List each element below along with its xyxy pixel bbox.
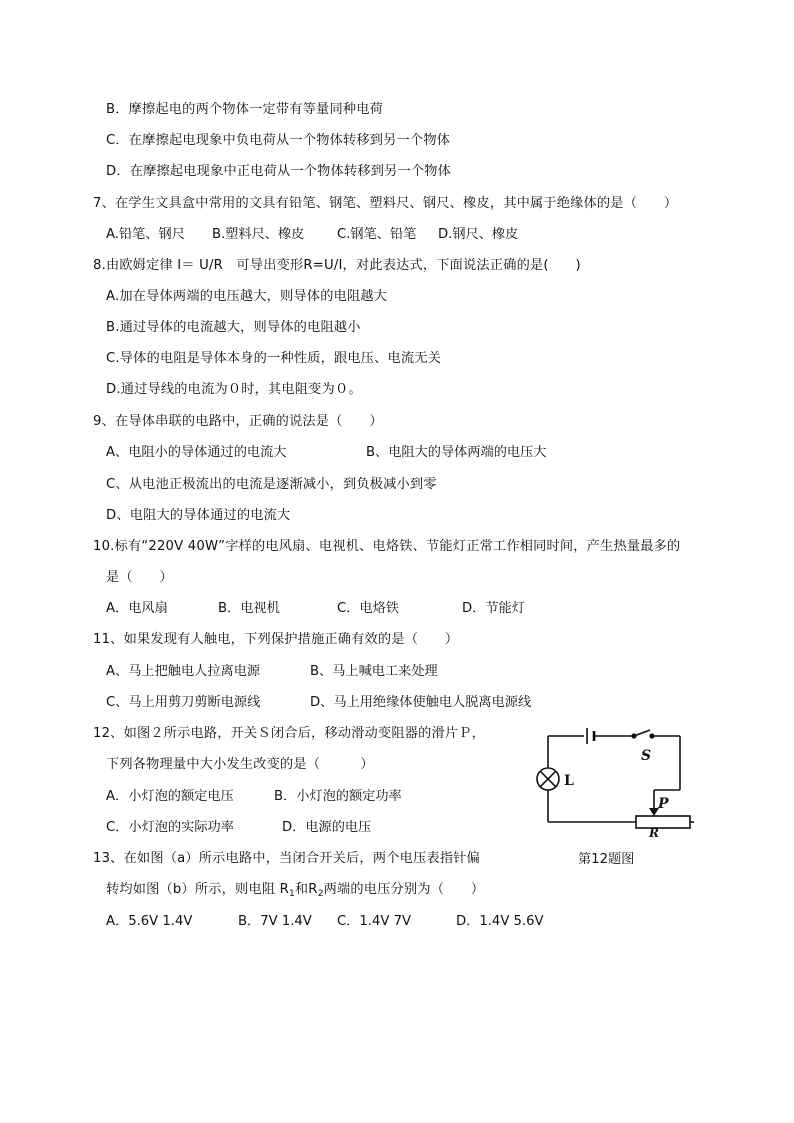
q10-option-c: C．电烙铁	[337, 601, 399, 616]
q8-option-b: B.通过导体的电流越大，则导体的电阻越小	[106, 320, 361, 335]
rheostat-box	[636, 816, 690, 828]
q9-option-a: A、电阻小的导体通过的电流大	[106, 445, 287, 460]
q8-option-c: C.导体的电阻是导体本身的一种性质，跟电压、电流无关	[106, 351, 442, 366]
q9-option-c: C、从电池正极流出的电流是逐渐减小，到负极减小到零	[106, 477, 437, 492]
q11-option-a: A、马上把触电人拉离电源	[106, 664, 261, 679]
q8-option-a: A.加在导体两端的电压越大，则导体的电阻越大	[106, 289, 388, 304]
q6-option-d: D．在摩擦起电现象中正电荷从一个物体转移到另一个物体	[106, 164, 452, 179]
switch-lever	[634, 730, 650, 736]
q11-option-c: C、马上用剪刀剪断电源线	[106, 695, 261, 710]
q11-stem: 11、如果发现有人触电，下列保护措施正确有效的是（ ）	[93, 632, 459, 647]
q11-option-b: B、马上喊电工来处理	[310, 664, 438, 679]
q12-option-c: C．小灯泡的实际功率	[106, 820, 234, 835]
q11-option-d: D、马上用绝缘体使触电人脱离电源线	[310, 695, 532, 710]
q12-option-d: D．电源的电压	[282, 820, 372, 835]
q7-option-c: C.钢笔、铅笔	[337, 227, 417, 242]
q12-stem: 12、如图２所示电路，开关Ｓ闭合后，移动滑动变阻器的滑片Ｐ，	[93, 726, 486, 741]
switch-label: S	[641, 748, 652, 764]
q13-option-d: D．1.4V 5.6V	[456, 914, 544, 929]
q8-stem: 8.由欧姆定律 I＝ U/R 可导出变形R=U/I，对此表达式，下面说法正确的是( )	[93, 258, 581, 273]
q13-text-a: 转均如图（b）所示，则电阻 R	[106, 882, 289, 897]
q8-option-d: D.通过导线的电流为０时，其电阻变为０。	[106, 382, 362, 397]
q10-option-d: D．节能灯	[462, 601, 525, 616]
q12-option-a: A．小灯泡的额定电压	[106, 789, 234, 804]
q13-sub-1: 1	[288, 889, 295, 899]
q13-stem: 13、在如图（a）所示电路中，当闭合开关后，两个电压表指针偏	[93, 851, 480, 866]
q9-option-b: B、电阻大的导体两端的电压大	[366, 445, 547, 460]
q7-option-b: B.塑料尺、橡皮	[212, 227, 305, 242]
q12-option-b: B．小灯泡的额定功率	[274, 789, 402, 804]
q13-sub-2: 2	[317, 889, 324, 899]
q7-option-d: D.钢尺、橡皮	[438, 227, 519, 242]
q13-text-b: 和R	[294, 882, 318, 897]
lamp-label: L	[564, 773, 574, 789]
figure-caption: 第12题图	[578, 852, 635, 867]
q10-option-b: B．电视机	[218, 601, 280, 616]
q13-option-c: C．1.4V 7V	[337, 914, 411, 929]
q7-option-a: A.铅笔、钢尺	[106, 227, 185, 242]
q6-option-c: C．在摩擦起电现象中负电荷从一个物体转移到另一个物体	[106, 133, 451, 148]
q13-option-a: A．5.6V 1.4V	[106, 914, 193, 929]
q9-option-d: D、电阻大的导体通过的电流大	[106, 508, 291, 523]
q13-option-b: B．7V 1.4V	[238, 914, 312, 929]
rheostat-label: R	[649, 826, 659, 838]
q6-option-b: B．摩擦起电的两个物体一定带有等量同种电荷	[106, 102, 383, 117]
q13-stem-continued	[106, 880, 484, 904]
q9-stem: 9、在导体串联的电路中，正确的说法是（ ）	[93, 414, 383, 429]
slider-label: P	[658, 796, 669, 812]
circuit-diagram	[532, 728, 700, 838]
q7-stem: 7、在学生文具盒中常用的文具有铅笔、钢笔、塑料尺、钢尺、橡皮，其中属于绝缘体的是（ ）	[93, 196, 678, 211]
q10-stem: 10.标有“220V 40W”字样的电风扇、电视机、电烙铁、节能灯正常工作相同时间，产生热量最多的	[93, 539, 681, 554]
q12-stem-continued: 下列各物理量中大小发生改变的是（ ）	[106, 757, 374, 772]
q13-text-c: 两端的电压分别为（ ）	[323, 882, 485, 897]
q10-stem-continued: 是（ ）	[106, 570, 173, 585]
q10-option-a: A．电风扇	[106, 601, 168, 616]
